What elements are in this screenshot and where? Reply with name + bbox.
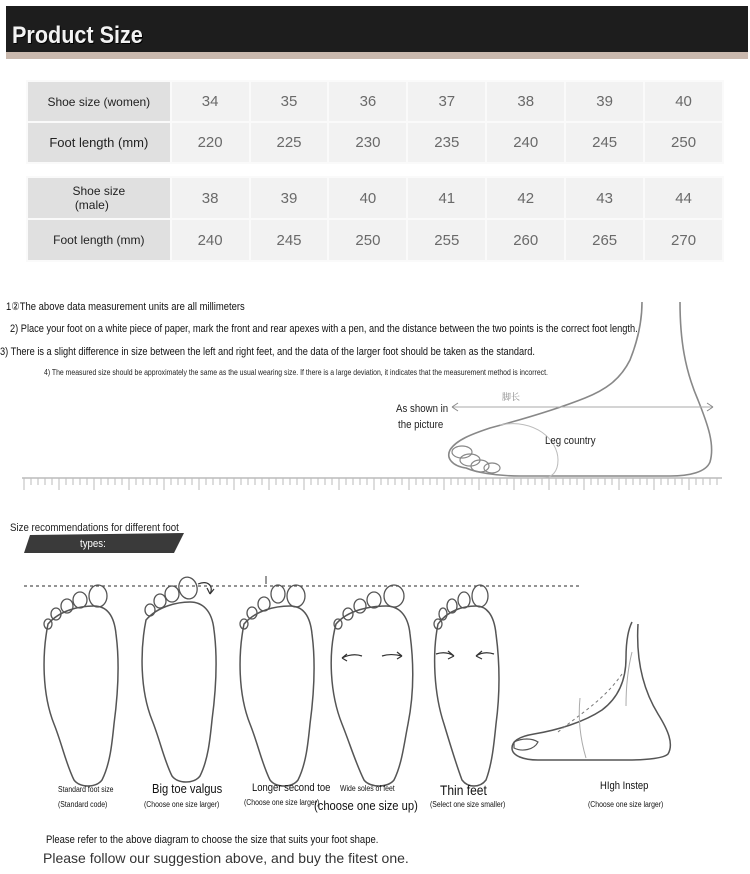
- as-shown-label: the picture: [398, 419, 444, 431]
- foot-type-advice: (Choose one size larger): [244, 798, 320, 807]
- table-cell: 245: [565, 122, 644, 163]
- ruler: [22, 474, 722, 492]
- row-header: [27, 177, 171, 219]
- foot-length-label-cn: 脚长: [502, 392, 521, 402]
- table-cell: 41: [407, 177, 486, 219]
- foot-type-name: Longer second toe: [252, 782, 331, 794]
- table-cell: 38: [486, 81, 565, 122]
- row-header: Foot length (mm): [27, 219, 171, 261]
- row-header: Foot length (mm): [27, 122, 171, 163]
- table-cell: 35: [250, 81, 329, 122]
- footer-suggestion: Please follow our suggestion above, and buy the fitest one.: [43, 850, 409, 866]
- foot-type-name: HIgh Instep: [600, 780, 649, 792]
- foot-types-diagram: [0, 570, 750, 810]
- table-cell: 40: [328, 177, 407, 219]
- page-title: Product Size: [12, 22, 143, 49]
- header-strip: [6, 52, 748, 59]
- foot-type-name: Thin feet: [440, 782, 487, 798]
- table-cell: 230: [328, 122, 407, 163]
- women-size-table: [26, 80, 724, 164]
- table-cell: 43: [565, 177, 644, 219]
- row-header-line: Shoe size: [72, 184, 126, 198]
- table-cell: 34: [171, 81, 250, 122]
- table-cell: 250: [328, 219, 407, 261]
- footer-instruction: Please refer to the above diagram to choose the size that suits your foot shape.: [46, 834, 379, 846]
- table-cell: 270: [644, 219, 723, 261]
- foot-thin-icon: [434, 585, 499, 786]
- table-row: [27, 219, 723, 261]
- table-cell: 220: [171, 122, 250, 163]
- foot-type-advice: (Select one size smaller): [430, 800, 506, 809]
- foot-wide-soles-icon: [331, 585, 413, 786]
- table-cell: 40: [644, 81, 723, 122]
- foot-big-toe-valgus-icon: [142, 575, 216, 782]
- note-item: 1②The above data measurement units are all millimeters: [6, 301, 245, 313]
- table-cell: 240: [486, 122, 565, 163]
- row-header-line: (male): [74, 198, 109, 212]
- table-cell: 265: [565, 219, 644, 261]
- foot-type-name: Wide soles of feet: [340, 784, 395, 793]
- table-cell: 44: [644, 177, 723, 219]
- table-row: [27, 122, 723, 163]
- table-cell: 42: [486, 177, 565, 219]
- foot-longer-second-toe-icon: [240, 576, 314, 786]
- recommendations-title: Size recommendations for different foot: [10, 522, 179, 534]
- note-item: 4) The measured size should be approximately the same as the usual wearing size. If there is a large deviation, it indicates that the measurement method is incorrect.: [44, 368, 548, 377]
- foot-type-advice: (Standard code): [58, 800, 108, 809]
- note-item: 3) There is a slight difference in size between the left and right feet, and the data of the larger foot should be taken as the standard.: [0, 346, 535, 358]
- table-cell: 255: [407, 219, 486, 261]
- table-cell: 36: [328, 81, 407, 122]
- row-header: Shoe size (women): [27, 81, 171, 122]
- foot-type-advice: (Choose one size larger): [588, 800, 664, 809]
- as-shown-label: As shown in: [396, 403, 449, 415]
- table-cell: 260: [486, 219, 565, 261]
- recommendations-title-types: types:: [80, 538, 106, 550]
- leg-country-label: Leg country: [545, 435, 596, 447]
- table-cell: 39: [250, 177, 329, 219]
- men-size-table: [26, 176, 724, 262]
- table-cell: 39: [565, 81, 644, 122]
- toe-outline: [484, 463, 500, 473]
- note-item: 2) Place your foot on a white piece of paper, mark the front and rear apexes with a pen, and the distance between the two points is the correct foot length.: [10, 323, 638, 335]
- foot-type-name: Standard foot size: [58, 785, 114, 794]
- foot-type-name: Big toe valgus: [152, 781, 223, 796]
- table-row: [27, 81, 723, 122]
- arc-line: [500, 424, 558, 478]
- table-cell: 225: [250, 122, 329, 163]
- foot-type-advice: (choose one size up): [314, 798, 418, 813]
- table-cell: 38: [171, 177, 250, 219]
- foot-type-advice: (Choose one size larger): [144, 800, 220, 809]
- foot-high-instep-icon: [512, 622, 670, 760]
- table-cell: 37: [407, 81, 486, 122]
- table-cell: 250: [644, 122, 723, 163]
- table-row: [27, 177, 723, 219]
- table-cell: 245: [250, 219, 329, 261]
- table-cell: 235: [407, 122, 486, 163]
- foot-standard-icon: [44, 585, 118, 786]
- table-cell: 240: [171, 219, 250, 261]
